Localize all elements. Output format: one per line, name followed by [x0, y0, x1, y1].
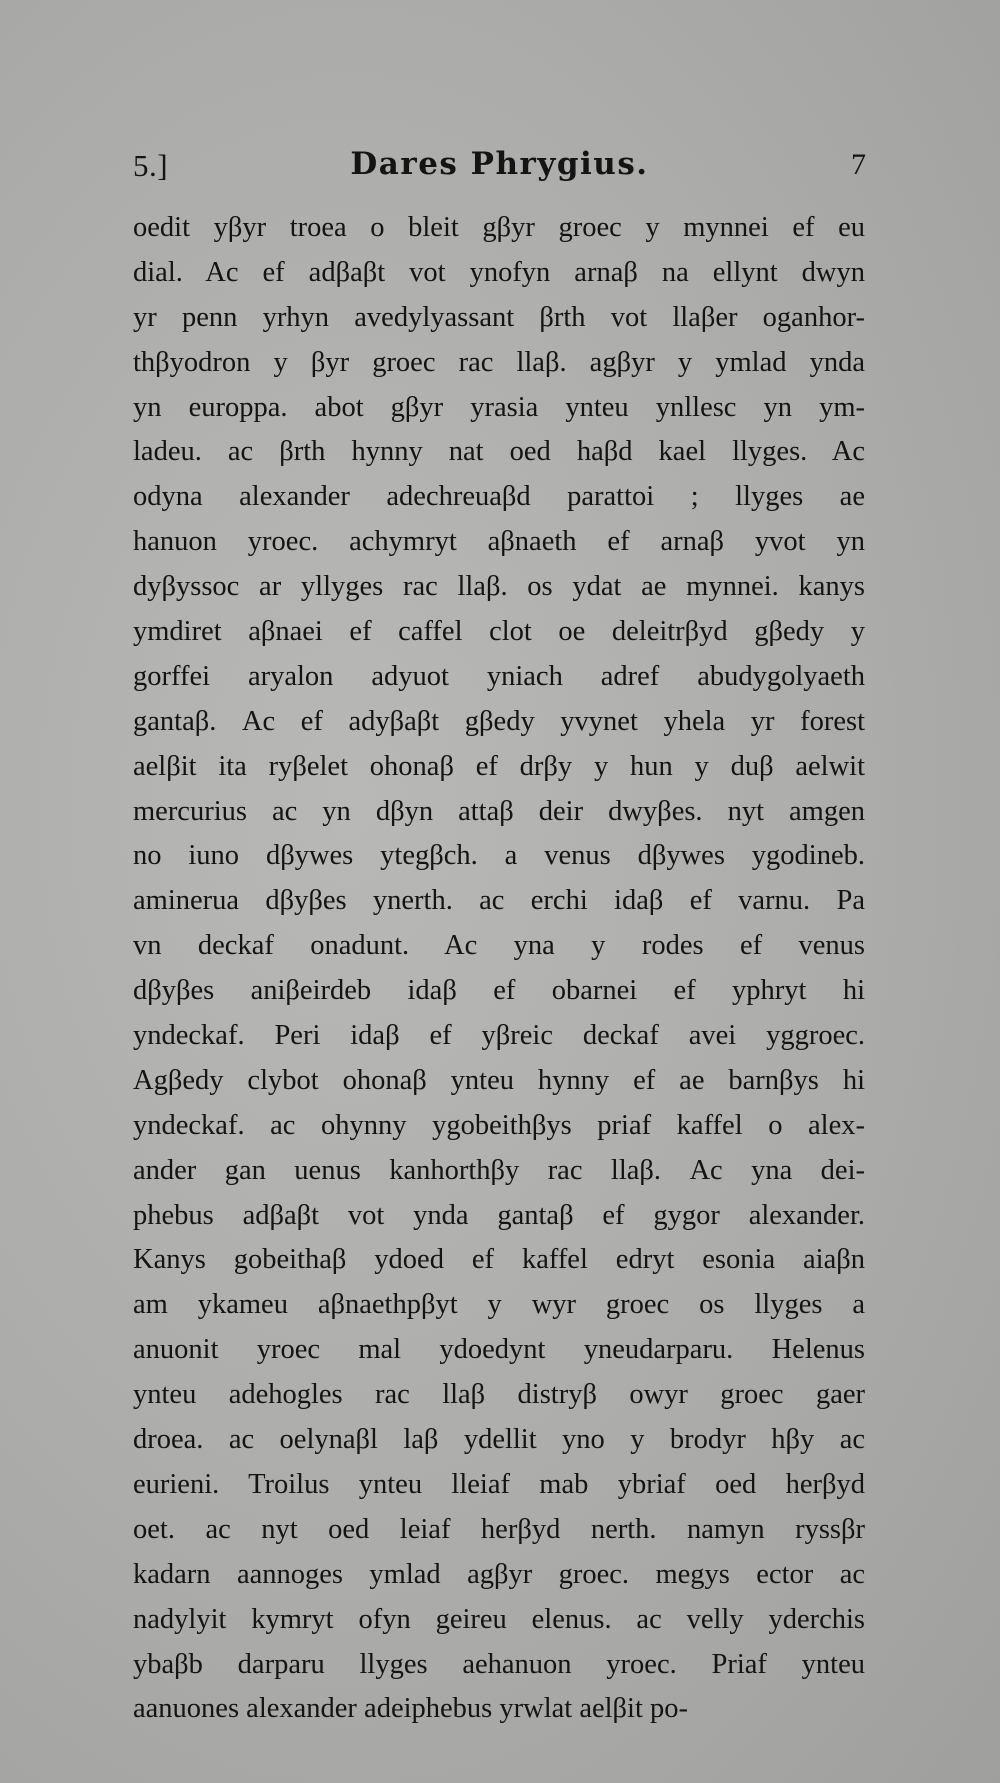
text-line: nadylyit kymryt ofyn geireu elenus. ac velly yderchis: [133, 1603, 865, 1635]
text-line: ynteu adehogles rac llaβ distryβ owyr groec gaer: [133, 1379, 865, 1411]
text-line: anuonit yroec mal ydoedynt yneudarparu. Helenus: [133, 1334, 865, 1366]
text-line: kadarn aannoges ymlad agβyr groec. megys ector ac: [133, 1558, 865, 1590]
text-line: oedit yβyr troea o bleit gβyr groec y mynnei ef eu: [133, 212, 865, 243]
text-line: yndeckaf. ac ohynny ygobeithβys priaf kaffel o alex-: [133, 1109, 865, 1141]
text-line: yn europpa. abot gβyr yrasia ynteu ynllesc yn ym-: [133, 391, 865, 423]
running-title: Dares Phrygius.: [350, 146, 649, 182]
text-line: aminerua dβyβes ynerth. ac erchi idaβ ef varnu. Pa: [133, 885, 865, 917]
text-line: yndeckaf. Peri idaβ ef yβreic deckaf avei yggroec.: [133, 1020, 865, 1052]
chapter-number: 5.]: [133, 148, 169, 183]
text-line: Agβedy clybot ohonaβ ynteu hynny ef ae barnβys hi: [133, 1064, 865, 1096]
text-line: ymdiret aβnaei ef caffel clot oe deleitrβyd gβedy y: [133, 616, 865, 648]
body-text: [133, 206, 865, 1732]
text-line: ybaβb darparu llyges aehanuon yroec. Priaf ynteu: [133, 1648, 865, 1680]
text-line: mercurius ac yn dβyn attaβ deir dwyβes. nyt amgen: [133, 795, 865, 827]
text-line: odyna alexander adechreuaβd parattoi ; llyges ae: [133, 481, 865, 513]
text-line: am ykameu aβnaethpβyt y wyr groec os llyges a: [133, 1289, 865, 1321]
running-head: [133, 148, 866, 194]
text-line: eurieni. Troilus ynteu lleiaf mab ybriaf oed herβyd: [133, 1468, 865, 1500]
text-line: dial. Ac ef adβaβt vot ynofyn arnaβ na ellynt dwyn: [133, 256, 865, 288]
text-line: hanuon yroec. achymryt aβnaeth ef arnaβ yvot yn: [133, 526, 865, 558]
text-line: phebus adβaβt vot ynda gantaβ ef gygor alexander.: [133, 1199, 865, 1231]
text-line: thβyodron y βyr groec rac llaβ. agβyr y ymlad ynda: [133, 346, 865, 378]
text-line: Kanys gobeithaβ ydoed ef kaffel edryt esonia aiaβn: [133, 1244, 865, 1276]
text-line: aanuones alexander adeiphebus yrwlat aelβit po-: [133, 1693, 688, 1725]
text-line: gorffei aryalon adyuot yniach adref abudygolyaeth: [133, 660, 865, 692]
text-line: droea. ac oelynaβl laβ ydellit yno y brodyr hβy ac: [133, 1424, 865, 1456]
text-line: ladeu. ac βrth hynny nat oed haβd kael llyges. Ac: [133, 436, 865, 468]
text-line: dyβyssoc ar yllyges rac llaβ. os ydat ae mynnei. kanys: [133, 571, 865, 603]
text-line: yr penn yrhyn avedylyassant βrth vot llaβer oganhor-: [133, 301, 865, 333]
page-number: 7: [851, 148, 866, 181]
text-line: oet. ac nyt oed leiaf herβyd nerth. namyn ryssβr: [133, 1513, 865, 1545]
text-line: gantaβ. Ac ef adyβaβt gβedy yvynet yhela yr forest: [133, 705, 865, 737]
text-line: ander gan uenus kanhorthβy rac llaβ. Ac yna dei-: [133, 1154, 865, 1186]
text-line: vn deckaf onadunt. Ac yna y rodes ef venus: [133, 930, 865, 962]
text-line: no iuno dβywes ytegβch. a venus dβywes ygodineb.: [133, 840, 865, 872]
text-line: aelβit ita ryβelet ohonaβ ef drβy y hun y duβ aelwit: [133, 750, 865, 782]
text-line: dβyβes aniβeirdeb idaβ ef obarnei ef yphryt hi: [133, 975, 865, 1007]
